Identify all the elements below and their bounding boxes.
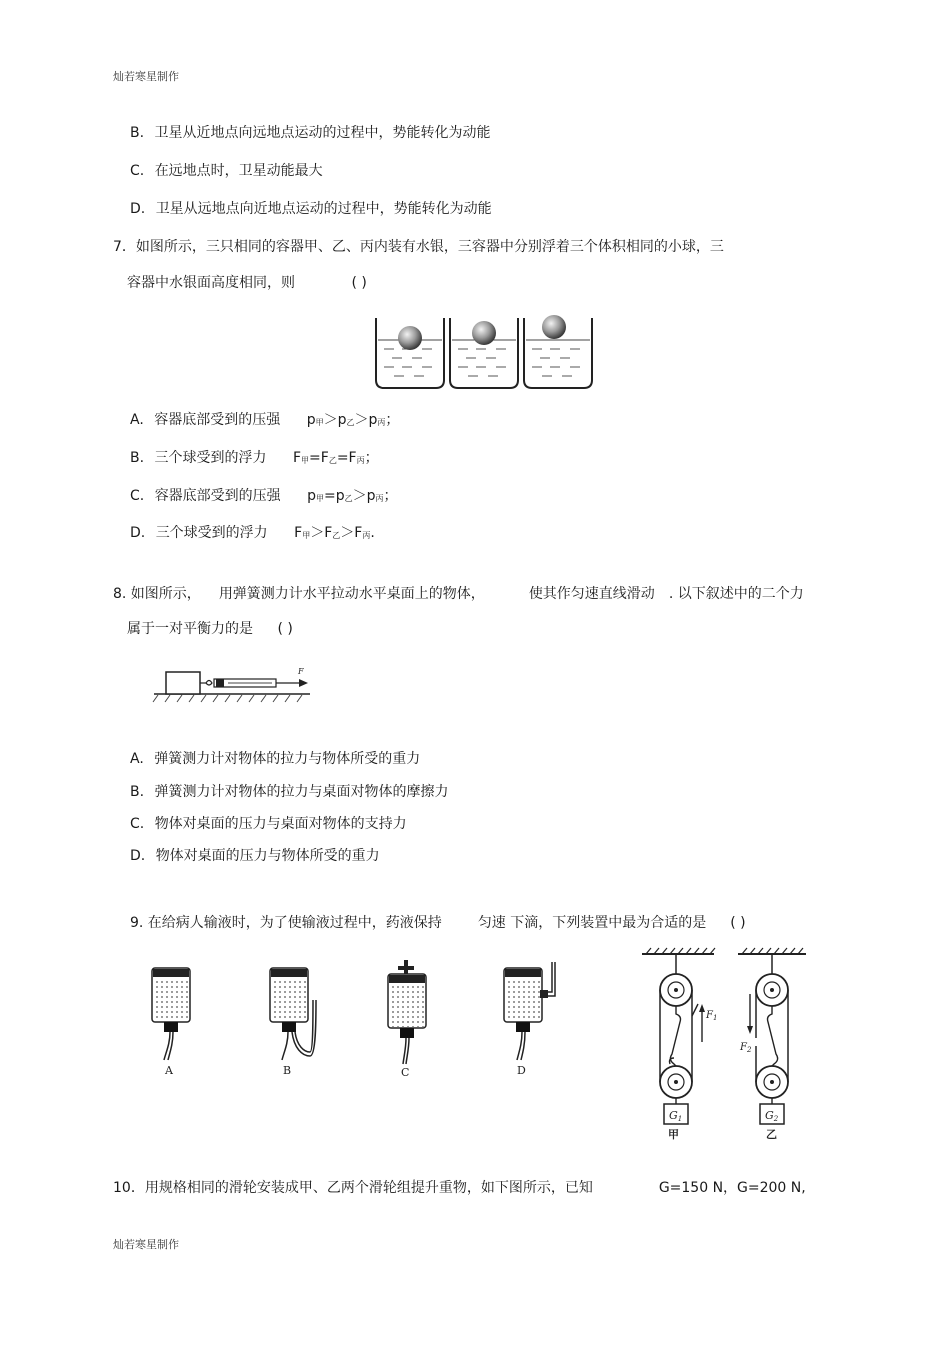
q8-option-c [130,815,407,833]
subscript: 乙 [346,418,355,427]
subscript: 甲 [315,418,324,427]
bottle-label: D [517,1064,526,1077]
block [166,672,200,694]
q10-stem [113,1179,806,1197]
weight-subscript: 2 [773,1115,779,1123]
option-letter: A. [130,412,144,428]
subscript: 丙 [375,494,384,503]
container-jia [376,318,444,388]
subscript: 甲 [316,494,325,503]
option-text: 物体对桌面的压力与物体所受的重力 [155,848,380,864]
option-letter: B. [130,450,145,466]
page-footer: 灿若寒星制作 [113,1238,179,1251]
subscript: 甲 [301,456,310,465]
weight-symbol: G [669,1109,678,1122]
q9-stem [130,914,746,932]
option-letter: D. [130,201,146,217]
option-formula [307,488,397,504]
q8-answer-paren: ( ) [277,621,293,637]
option-letter: D. [130,525,146,541]
pulley-system-jia [660,954,717,1141]
option-text: 卫星从近地点向远地点运动的过程中，势能转化为动能 [154,125,491,141]
q7-stem-line2 [127,274,367,292]
subscript: 甲 [302,531,311,540]
q9-stem-part: 匀速 下滴，下列装置中最为合适的是 [477,915,707,931]
option-text: 容器底部受到的压强 [154,412,281,428]
q8-stem-line2 [127,620,293,638]
q10-stem-part: G=150 N，G=200 N, [658,1180,806,1196]
option-letter: B. [130,784,145,800]
force-symbol: F [706,1010,713,1021]
force-symbol: F [740,1042,747,1053]
ball-jia [398,326,422,350]
symbol: F [294,525,303,541]
symbol: ＞F [310,525,333,541]
option-text: 物体对桌面的压力与桌面对物体的支持力 [154,816,407,832]
bottle-label: A [165,1064,173,1077]
symbol: F [292,450,302,466]
q6-option-b [130,124,491,142]
option-formula [294,525,375,541]
subscript: 乙 [344,494,353,503]
option-text: 三个球受到的浮力 [155,525,268,541]
container-yi [450,318,518,388]
bottle-d [504,962,555,1077]
option-formula [307,412,400,428]
option-letter: C. [130,163,145,179]
subscript: 丙 [362,531,371,540]
q7-option-c [130,487,398,508]
q10-stem-part: 10．用规格相同的滑轮安装成甲、乙两个滑轮组提升重物，如下图所示，已知 [113,1180,593,1196]
q8-stem-line1 [113,585,804,603]
q9-answer-paren: ( ) [730,915,746,931]
bottle-b [270,968,316,1077]
symbol: =F [309,450,329,466]
q7-option-d [130,524,375,545]
q8-option-d [130,847,380,865]
force-label: F [298,667,304,676]
symbol: ＞p [354,412,378,428]
subscript: 丙 [377,418,386,427]
option-text: 在远地点时，卫星动能最大 [154,163,323,179]
q8-stem-part: 使其作匀速直线滑动 [528,586,655,602]
subscript: 乙 [328,456,337,465]
force-subscript: 1 [712,1014,718,1022]
pulley-systems-figure [640,946,815,1142]
symbol: ＞F [340,525,363,541]
symbol: p [306,412,316,428]
force-label [705,1010,717,1022]
q7-option-b [130,449,379,470]
bottle-c [388,960,426,1079]
q9-bottles-figure [140,960,570,1084]
q6-option-c [130,162,323,180]
option-text: 弹簧测力计对物体的拉力与桌面对物体的摩擦力 [154,784,449,800]
q8-stem-part: 用弹簧测力计水平拉动水平桌面上的物体， [218,586,485,602]
option-letter: D. [130,848,146,864]
option-letter: C. [130,816,145,832]
q8-stem-part: . 以下叙述中的二个力 [668,586,804,602]
ball-bing [542,315,566,339]
q7-option-a [130,411,399,432]
option-letter: B. [130,125,145,141]
punctuation: ； [364,450,379,466]
system-label: 甲 [668,1128,679,1141]
option-letter: A. [130,751,144,767]
q9-stem-part: 9. 在给病人输液时，为了使输液过程中，药液保持 [130,915,442,931]
force-subscript: 2 [746,1046,752,1054]
q7-containers-figure [372,314,592,390]
bottle-label: C [401,1066,410,1079]
symbol: ＞p [352,488,376,504]
q8-stem-text: 属于一对平衡力的是 [127,621,253,637]
system-label: 乙 [766,1128,777,1141]
option-text: 卫星从远地点向近地点运动的过程中，势能转化为动能 [155,201,492,217]
subscript: 丙 [356,456,365,465]
ball-yi [472,321,496,345]
symbol: =p [324,488,345,504]
option-letter: C. [130,488,145,504]
option-text: 容器底部受到的压强 [154,488,281,504]
punctuation: ； [383,488,398,504]
weight-symbol: G [765,1109,774,1122]
q8-stem-part: 8. 如图所示， [113,586,201,602]
symbol: p [307,488,317,504]
option-text: 弹簧测力计对物体的拉力与物体所受的重力 [154,751,421,767]
bottle-label: B [283,1064,292,1077]
force-label [739,1042,752,1054]
q7-stem-text: 容器中水银面高度相同，则 [127,275,295,291]
page-header: 灿若寒星制作 [113,70,179,83]
punctuation: . [370,525,375,541]
container-bing [524,315,592,388]
q8-option-a [130,750,420,768]
q7-stem-line1: 7．如图所示，三只相同的容器甲、乙、丙内装有水银，三容器中分别浮着三个体积相同的小球，三 [113,239,724,255]
punctuation: ； [385,412,400,428]
q6-option-d [130,200,492,218]
option-formula [293,450,379,466]
q7-answer-paren: ( ) [351,275,367,291]
symbol: ＞p [323,412,347,428]
symbol: =F [336,450,357,466]
option-text: 三个球受到的浮力 [154,450,267,466]
q8-spring-scale-figure [150,664,320,716]
subscript: 乙 [332,531,341,540]
pulley-system-yi [739,954,788,1141]
weight-subscript: 1 [677,1115,683,1123]
bottle-a [152,968,190,1077]
q8-option-b [130,783,449,801]
